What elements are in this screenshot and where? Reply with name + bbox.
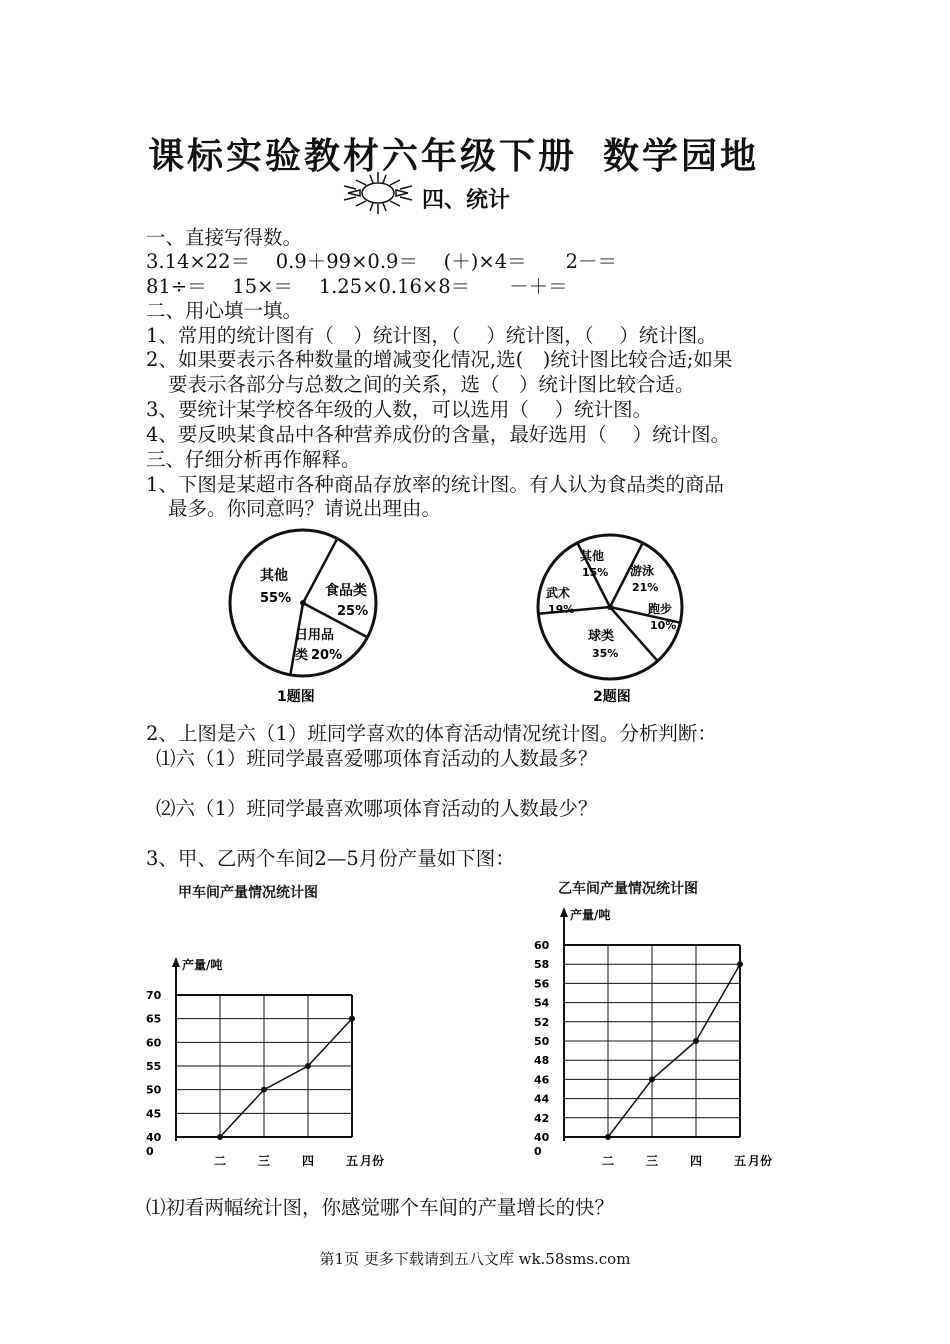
analysis-question-2-b: ⑵六（1）班同学最喜欢哪项体育活动的人数最少？ <box>156 797 598 820</box>
fill-question-2: 2、如果要表示各种数量的增减变化情况,选( )统计图比较合适;如果 <box>146 348 733 371</box>
analysis-question-1: 1、下图是某超市各种商品存放率的统计图。有人认为食品类的商品 <box>146 473 724 496</box>
chartB-point-0 <box>605 1134 611 1140</box>
chartB-ytick-10: 58 <box>534 958 550 972</box>
chartA-ytick-6: 65 <box>146 1012 162 1026</box>
pie2-value-1: 21% <box>632 581 659 594</box>
chartB-ytick-8: 54 <box>534 996 550 1010</box>
chartB-xlabel: 月份 <box>748 1154 773 1168</box>
pie1-label-0: 其他 <box>260 568 288 584</box>
title-part2: 数学园地 <box>603 135 760 177</box>
pie2-value-4: 19% <box>548 603 575 616</box>
chartA-ylabel: 产量/吨 <box>182 958 223 972</box>
chart-b-title: 乙车间产量情况统计图 <box>558 881 698 897</box>
chartA-point-1 <box>261 1087 267 1093</box>
pie2-label-3: 球类 <box>588 629 615 644</box>
chartB-ytick-4: 46 <box>534 1073 550 1087</box>
analysis-question-2: 2、上图是六（1）班同学喜欢的体育活动情况统计图。分析判断： <box>146 722 717 745</box>
fill-question-3: 3、要统计某学校各年级的人数，可以选用（ ）统计图。 <box>146 398 653 421</box>
chartB-series-line <box>608 964 740 1137</box>
pie2-label-2: 跑步 <box>648 602 673 616</box>
chartA-series-line <box>220 1019 352 1137</box>
chartB-point-2 <box>693 1038 699 1044</box>
chart-a-title: 甲车间产量情况统计图 <box>178 885 318 901</box>
chartA-ytick-2: 45 <box>146 1107 162 1121</box>
chartB-ytick-0: 0 <box>534 1145 542 1158</box>
analysis-question-3: 3、甲、乙两个车间2—5月份产量如下图： <box>146 847 515 870</box>
section-heading-2: 二、用心填一填。 <box>146 299 303 322</box>
chartA-ytick-1: 40 <box>146 1131 162 1144</box>
pie2-title: 2题图 <box>593 689 631 705</box>
chartA-xtick-1: 三 <box>258 1154 271 1168</box>
section-heading-1: 一、直接写得数。 <box>146 226 303 249</box>
analysis-question-1-cont: 最多。你同意吗？请说出理由。 <box>168 497 442 520</box>
analysis-question-2-a: ⑴六（1）班同学最喜爱哪项体育活动的人数最多？ <box>156 747 598 770</box>
chartB-ylabel: 产量/吨 <box>570 908 611 922</box>
chartA-y-arrow <box>172 957 180 967</box>
pie-chart-2 <box>530 525 720 715</box>
title-part1: 课标实验教材六年级下册 <box>148 135 578 177</box>
chartB-ytick-3: 44 <box>534 1092 550 1106</box>
chartB-ytick-1: 40 <box>534 1131 550 1144</box>
chartA-xtick-3: 五 <box>346 1154 359 1168</box>
chartB-ytick-6: 50 <box>534 1035 550 1048</box>
fill-question-1: 1、常用的统计图有（ ）统计图，（ ）统计图，（ ）统计图。 <box>146 324 717 347</box>
chartB-ytick-9: 56 <box>534 977 550 991</box>
chartA-ytick-5: 60 <box>146 1036 162 1050</box>
pie1-value-1: 25% <box>337 604 369 619</box>
analysis-question-3-a: ⑴初看两幅统计图，你感觉哪个车间的产量增长的快？ <box>146 1196 615 1219</box>
chartA-xtick-0: 二 <box>214 1154 227 1168</box>
page-title <box>148 128 759 179</box>
pie1-value-0: 55% <box>260 591 292 606</box>
chartB-xtick-1: 三 <box>646 1154 659 1168</box>
chartA-ytick-4: 55 <box>146 1060 162 1073</box>
section-heading-3: 三、仔细分析再作解释。 <box>146 448 361 471</box>
pie1-label-2a: 日用品 <box>295 628 335 643</box>
chartB-xtick-2: 四 <box>690 1154 703 1168</box>
pie2-label-4: 武术 <box>546 586 571 600</box>
pie2-value-3: 35% <box>592 647 619 660</box>
fill-question-2-cont: 要表示各部分与总数之间的关系，选（ ）统计图比较合适。 <box>168 373 695 396</box>
chartA-ytick-3: 50 <box>146 1083 162 1097</box>
chartB-y-arrow <box>560 907 568 917</box>
sun-icon <box>340 170 416 216</box>
pie1-label-1: 食品类 <box>325 583 367 599</box>
chartB-point-1 <box>649 1076 655 1082</box>
pie2-value-0: 15% <box>582 566 609 579</box>
calc-row-2: 81÷＝ 15×＝ 1.25×0.16×8＝ －＋＝ <box>146 275 568 298</box>
chartA-xlabel: 月份 <box>360 1154 385 1168</box>
chartA-point-3 <box>349 1016 355 1022</box>
line-chart-a <box>140 950 410 1175</box>
chartA-ytick-7: 70 <box>146 989 162 1002</box>
chartB-ytick-11: 60 <box>534 939 550 952</box>
pie1-value-2: 20% <box>311 648 343 663</box>
fill-question-4: 4、要反映某食品中各种营养成份的含量，最好选用（ ）统计图。 <box>146 423 731 446</box>
chartA-ytick-0: 0 <box>146 1145 154 1158</box>
chartB-xtick-0: 二 <box>602 1154 615 1168</box>
chartB-xtick-3: 五 <box>734 1154 747 1168</box>
calc-row-1: 3.14×22＝ 0.9＋99×0.9＝ (＋)×4＝ 2－＝ <box>146 250 618 273</box>
page-footer: 第1页 更多下载请到五八文库 wk.58sms.com <box>319 1250 631 1268</box>
chartB-ytick-5: 48 <box>534 1054 550 1068</box>
pie1-label-2b: 类 <box>295 648 309 663</box>
chartB-point-3 <box>737 961 743 967</box>
pie-chart-1 <box>215 525 405 715</box>
chartB-ytick-2: 42 <box>534 1111 550 1125</box>
section-subtitle: 四、统计 <box>422 187 511 213</box>
pie1-title: 1题图 <box>277 689 315 705</box>
pie2-label-0: 其他 <box>580 549 605 563</box>
chartA-xtick-2: 四 <box>302 1154 315 1168</box>
line-chart-b <box>530 905 800 1175</box>
pie2-value-2: 10% <box>650 619 677 632</box>
chartB-ytick-7: 52 <box>534 1015 550 1029</box>
pie2-label-1: 游泳 <box>630 564 655 578</box>
chartA-point-0 <box>217 1134 223 1140</box>
chartA-point-2 <box>305 1063 311 1069</box>
